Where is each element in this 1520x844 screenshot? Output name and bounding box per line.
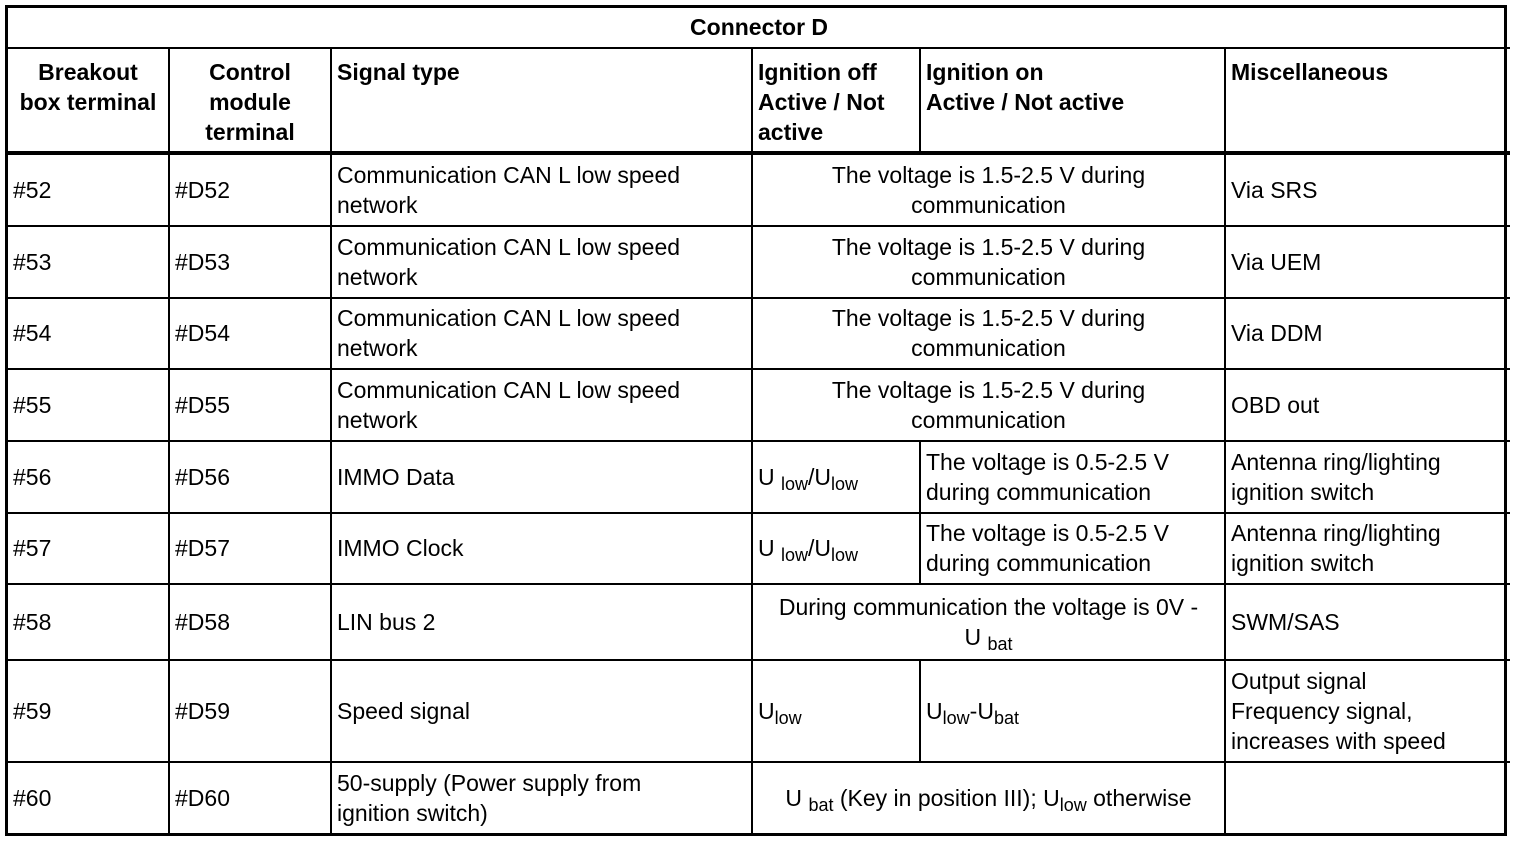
control-terminal: #D58 [169, 584, 331, 660]
control-terminal: #D54 [169, 298, 331, 370]
ignition-value: The voltage is 1.5-2.5 V during communication [752, 369, 1225, 441]
header-miscellaneous: Miscellaneous [1225, 48, 1510, 153]
table-row [8, 441, 1510, 513]
control-terminal: #D60 [169, 762, 331, 833]
breakout-terminal: #59 [8, 660, 169, 762]
signal-type: IMMO Data [331, 441, 752, 513]
miscellaneous: Via SRS [1225, 153, 1510, 226]
signal-type: Communication CAN L low speed network [331, 298, 752, 370]
table-row [8, 369, 1510, 441]
control-terminal: #D53 [169, 226, 331, 298]
table-row [8, 153, 1510, 226]
signal-type: Communication CAN L low speed network [331, 153, 752, 226]
miscellaneous: SWM/SAS [1225, 584, 1510, 660]
breakout-terminal: #53 [8, 226, 169, 298]
miscellaneous: Antenna ring/lighting ignition switch [1225, 513, 1510, 585]
table-row [8, 584, 1510, 660]
control-terminal: #D59 [169, 660, 331, 762]
connector-d-table [8, 8, 1510, 833]
breakout-terminal: #56 [8, 441, 169, 513]
ignition-on-value: $U_{low}-U_{bat}$ [920, 660, 1225, 762]
control-terminal: #D52 [169, 153, 331, 226]
table-row [8, 660, 1510, 762]
signal-type: 50-supply (Power supply from ignition switch) [331, 762, 752, 833]
ignition-value: The voltage is 1.5-2.5 V during communication [752, 226, 1225, 298]
signal-type: IMMO Clock [331, 513, 752, 585]
table-row [8, 762, 1510, 833]
connector-d-table-frame [5, 5, 1507, 836]
breakout-terminal: #55 [8, 369, 169, 441]
miscellaneous [1225, 762, 1510, 833]
breakout-terminal: #60 [8, 762, 169, 833]
table-row [8, 513, 1510, 585]
ignition-value: U $_{bat}$ (Key in position III); $U_{low}$ otherwise [752, 762, 1225, 833]
header-breakout-box-terminal: Breakout box terminal [8, 48, 169, 153]
table-row [8, 298, 1510, 370]
ignition-value: During communication the voltage is 0V - U $_{bat}$ [752, 584, 1225, 660]
control-terminal: #D55 [169, 369, 331, 441]
breakout-terminal: #52 [8, 153, 169, 226]
ignition-value: The voltage is 1.5-2.5 V during communication [752, 153, 1225, 226]
header-ignition-on: Ignition on Active / Not active [920, 48, 1225, 153]
miscellaneous: Output signal Frequency signal, increases with speed [1225, 660, 1510, 762]
ignition-value: The voltage is 1.5-2.5 V during communication [752, 298, 1225, 370]
table-title: Connector D [8, 8, 1510, 48]
signal-type: Speed signal [331, 660, 752, 762]
control-terminal: #D56 [169, 441, 331, 513]
ignition-off-value: U $_{low}/U_{low}$ [752, 513, 920, 585]
ignition-off-value: $U_{low}$ [752, 660, 920, 762]
breakout-terminal: #54 [8, 298, 169, 370]
signal-type: Communication CAN L low speed network [331, 226, 752, 298]
miscellaneous: Via UEM [1225, 226, 1510, 298]
miscellaneous: OBD out [1225, 369, 1510, 441]
table-row [8, 226, 1510, 298]
header-control-module-terminal: Control module terminal [169, 48, 331, 153]
breakout-terminal: #58 [8, 584, 169, 660]
control-terminal: #D57 [169, 513, 331, 585]
header-ignition-off: Ignition off Active / Not active [752, 48, 920, 153]
signal-type: LIN bus 2 [331, 584, 752, 660]
signal-type: Communication CAN L low speed network [331, 369, 752, 441]
breakout-terminal: #57 [8, 513, 169, 585]
ignition-on-value: The voltage is 0.5-2.5 V during communication [920, 513, 1225, 585]
header-signal-type: Signal type [331, 48, 752, 153]
miscellaneous: Via DDM [1225, 298, 1510, 370]
ignition-off-value: U $_{low}/U_{low}$ [752, 441, 920, 513]
ignition-on-value: The voltage is 0.5-2.5 V during communication [920, 441, 1225, 513]
miscellaneous: Antenna ring/lighting ignition switch [1225, 441, 1510, 513]
